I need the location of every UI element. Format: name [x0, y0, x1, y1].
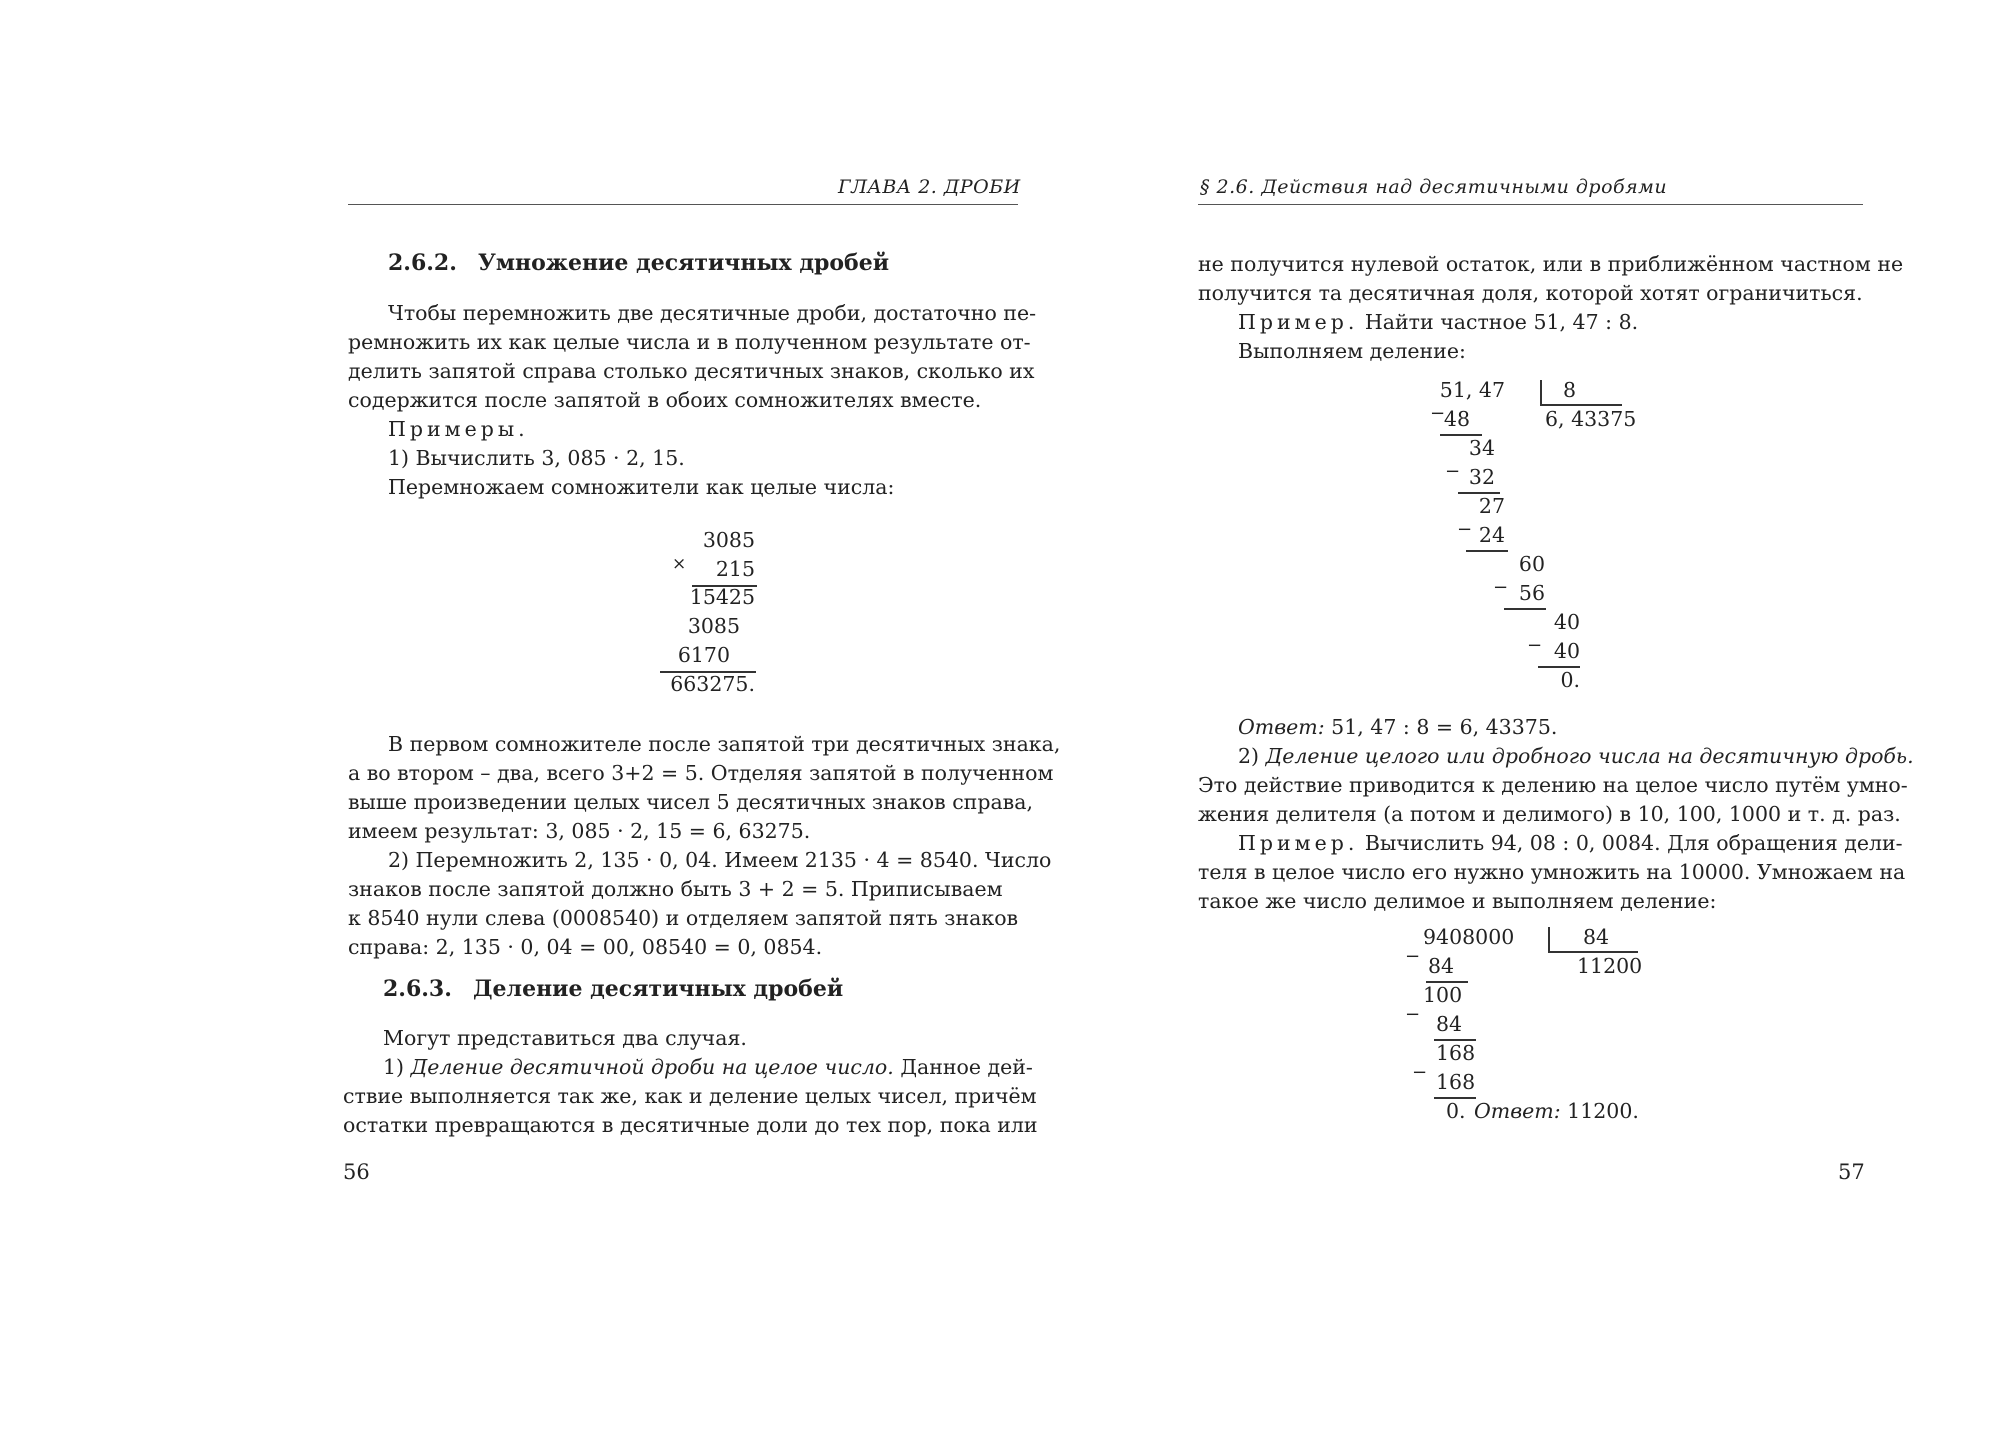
- paragraph-example-2: [1198, 858, 1906, 916]
- section-number: 2.6.3.: [383, 976, 452, 1002]
- running-header: ГЛАВА 2. ДРОБИ: [838, 176, 1021, 198]
- right-page: [1000, 0, 2000, 1449]
- step: 40: [1553, 610, 1580, 634]
- section-title: Умножение десятичных дробей: [478, 250, 890, 276]
- running-header: § 2.6. Действия над десятичными дробями: [1200, 176, 1668, 198]
- quotient: 11200: [1577, 954, 1643, 978]
- case-2-line: [1238, 742, 1914, 771]
- step: 84: [1428, 954, 1455, 978]
- step: 32: [1468, 465, 1495, 489]
- paragraph-example-2-cont: [348, 875, 1020, 962]
- step: 84: [1436, 1012, 1463, 1036]
- text-line: делить запятой справа столько десятичных знаков, сколько их: [348, 359, 1035, 383]
- paragraph-rule: [388, 299, 1037, 328]
- text-line: а во втором – два, всего 3+2 = 5. Отделяя запятой в полученном: [348, 761, 1054, 785]
- step: 168: [1436, 1041, 1476, 1065]
- example-text: Найти частное 51, 47 : 8.: [1358, 310, 1639, 334]
- divisor-rule: [1540, 404, 1622, 406]
- example-line: [1238, 308, 1638, 337]
- paragraph-explanation: [388, 730, 1061, 759]
- step: 24: [1478, 523, 1505, 547]
- example-2-line: [1238, 829, 1903, 858]
- case-2-title: Деление целого или дробного числа на десятичную дробь.: [1265, 744, 1914, 768]
- section-heading-2-6-3: [383, 976, 843, 1002]
- partial-3: 6170: [677, 643, 730, 667]
- times-sign: ×: [672, 554, 687, 574]
- answer-2: [1474, 1097, 1639, 1126]
- text-line: к 8540 нули слева (0008540) и отделяем запятой пять знаков: [348, 906, 1019, 930]
- text-line: не получится нулевой остаток, или в приближённом частном не: [1198, 252, 1904, 276]
- minus-sign: −: [1412, 1062, 1428, 1083]
- step: 168: [1436, 1070, 1476, 1094]
- step: 56: [1518, 581, 1545, 605]
- minus-sign: −: [1405, 1004, 1421, 1025]
- dividend: 51, 47: [1439, 378, 1505, 402]
- section-number: 2.6.2.: [388, 250, 457, 276]
- example-text: Вычислить 94, 08 : 0, 0084. Для обращения дели-: [1358, 831, 1903, 855]
- perform-division-text: Выполняем деление:: [1238, 339, 1466, 363]
- minus-sign: −: [1405, 946, 1421, 967]
- divisor: 84: [1583, 925, 1610, 949]
- case-1-line: [383, 1053, 1033, 1082]
- text-line: содержится после запятой в обоих сомножителях вместе.: [348, 388, 982, 412]
- answer-1: [1238, 713, 1557, 742]
- quotient: 6, 43375: [1545, 407, 1637, 431]
- answer-value: 11200.: [1560, 1099, 1639, 1123]
- text-line: ремножить их как целые числа и в полученном результате от-: [348, 330, 1031, 354]
- text-line: жения делителя (а потом и делимого) в 10, 100, 1000 и т. д. раз.: [1198, 802, 1901, 826]
- divisor-rule: [1548, 951, 1638, 953]
- division-bar: [1548, 927, 1550, 951]
- case-1-title: Деление десятичной дроби на целое число.: [410, 1055, 894, 1079]
- divisor: 8: [1563, 378, 1577, 402]
- step: 34: [1468, 436, 1495, 460]
- header-rule: [1198, 204, 1863, 205]
- minus-sign: −: [1430, 403, 1446, 424]
- product: 663275.: [670, 672, 755, 696]
- text-line: имеем результат: 3, 085 · 2, 15 = 6, 63275.: [348, 819, 811, 843]
- minus-sign: −: [1457, 519, 1473, 540]
- step: 48: [1443, 407, 1470, 431]
- answer-value: 51, 47 : 8 = 6, 43375.: [1324, 715, 1558, 739]
- minus-sign: −: [1445, 461, 1461, 482]
- page-number: 57: [1838, 1160, 1865, 1184]
- division-bar: [1540, 380, 1542, 404]
- page-number: 56: [343, 1160, 370, 1184]
- text-line: 2) Перемножить 2, 135 · 0, 04. Имеем 2135 · 4 = 8540. Число: [388, 848, 1052, 872]
- example-1: 1) Вычислить 3, 085 · 2, 15.: [388, 446, 685, 470]
- section-heading-2-6-2: [388, 250, 889, 276]
- text-line: такое же число делимое и выполняем деление:: [1198, 889, 1717, 913]
- text-line: теля в целое число его нужно умножить на 10000. Умножаем на: [1198, 860, 1906, 884]
- step: 100: [1423, 983, 1463, 1007]
- text-line: Это действие приводится к делению на целое число путём умно-: [1198, 773, 1908, 797]
- example-label: Пример.: [1238, 831, 1359, 855]
- text-line: получится та десятичная доля, которой хотят ограничиться.: [1198, 281, 1863, 305]
- step: 40: [1553, 639, 1580, 663]
- step: 27: [1478, 494, 1505, 518]
- paragraph-rule-cont: [348, 328, 1035, 415]
- text-line: Чтобы перемножить две десятичные дроби, достаточно пе-: [388, 301, 1037, 325]
- minus-sign: −: [1527, 635, 1543, 656]
- partial-1: 15425: [689, 585, 755, 609]
- minus-sign: −: [1493, 577, 1509, 598]
- answer-label: Ответ:: [1474, 1099, 1561, 1123]
- paragraph-case-2: [1198, 771, 1908, 829]
- text-line: знаков после запятой должно быть 3 + 2 = 5. Приписываем: [348, 877, 1003, 901]
- step: 60: [1518, 552, 1545, 576]
- paragraph-case-1: [343, 1082, 1038, 1140]
- case-2-number: 2): [1238, 744, 1266, 768]
- factor-a: 3085: [702, 528, 755, 552]
- paragraph-example-2: [388, 846, 1052, 875]
- answer-label: Ответ:: [1238, 715, 1325, 739]
- case-1-number: 1): [383, 1055, 411, 1079]
- factor-b: 215: [715, 557, 755, 581]
- step: 0.: [1446, 1099, 1466, 1123]
- example-1-text: Перемножаем сомножители как целые числа:: [388, 475, 895, 499]
- step: 0.: [1560, 668, 1580, 692]
- two-cases-text: Могут представиться два случая.: [383, 1026, 747, 1050]
- text-line: справа: 2, 135 · 0, 04 = 00, 08540 = 0, 0854.: [348, 935, 823, 959]
- text-line: ствие выполняется так же, как и деление целых чисел, причём: [343, 1084, 1037, 1108]
- text-line: остатки превращаются в десятичные доли до тех пор, пока или: [343, 1113, 1038, 1137]
- header-rule: [348, 204, 1018, 205]
- example-label: Пример.: [1238, 310, 1359, 334]
- section-title: Деление десятичных дробей: [473, 976, 844, 1002]
- case-1-tail: Данное дей-: [893, 1055, 1033, 1079]
- partial-2: 3085: [687, 614, 740, 638]
- text-line: выше произведении целых чисел 5 десятичных знаков справа,: [348, 790, 1033, 814]
- paragraph-explanation-cont: [348, 759, 1054, 846]
- examples-label: Примеры.: [388, 417, 529, 441]
- text-line: В первом сомножителе после запятой три десятичных знака,: [388, 732, 1061, 756]
- paragraph-continuation: [1198, 250, 1904, 308]
- dividend: 9408000: [1423, 925, 1515, 949]
